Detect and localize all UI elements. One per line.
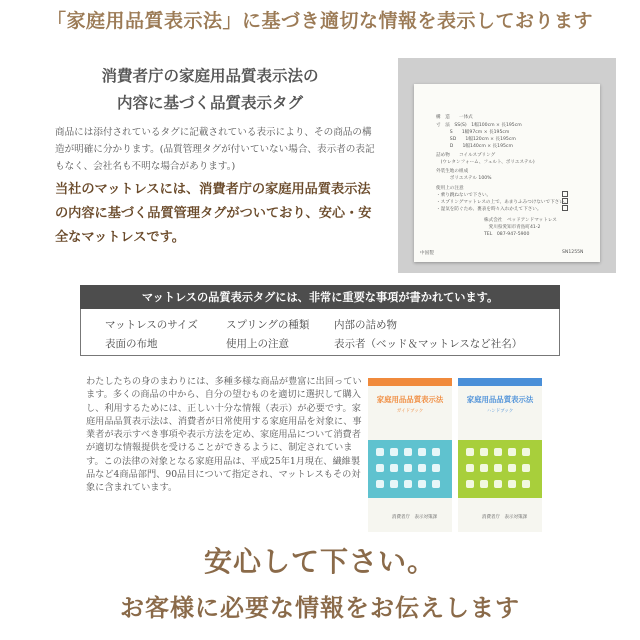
important-items-box [80,309,560,356]
item-labeler: 表示者（ベッド＆マットレスなど社名） [334,338,523,350]
product-icon [418,464,426,472]
tag-line: 株式会社 ベッドアンドマットレス [484,218,557,223]
product-icon [404,480,412,488]
product-icon [466,480,474,488]
product-icon [466,448,474,456]
tag-line: ・乗り跳ねないで下さい。 [436,193,492,198]
book-icons-panel [368,440,452,498]
book-subtitle: ガイドブック [396,409,424,414]
tag-line: D 1幅140cm × 長195cm [436,144,513,149]
product-icon [390,480,398,488]
law-text: わたしたちの身のまわりには、多種多様な商品が豊富に出回っています。多くの商品の中から、自分の望むものを適切に選択して購入し、利用するためには、正しい十分な情報（表示）が必要です。家庭用品品質表示法は、消費者が日常使用する家庭用品を対象に、事業者が表示すべき事項や表示方法を定め、家庭用品について消費者が適切な情報提供を受けることができるように、制定されています。この法律の対象となる家庭用品は、平成25年1月現在、繊維製品など4商品部門、90品目について指定され、マットレスもその対象に含まれています。 [86,376,362,494]
product-icon [390,448,398,456]
product-icon [432,480,440,488]
product-icon [494,464,502,472]
page-title: 「家庭用品質表示法」に基づき適切な情報を表示しております [46,10,593,32]
tag-line: (ウレタンフォーム、フェルト、ポリエステル) [436,160,535,165]
item-caution: 使用上の注意 [226,338,289,350]
checkbox-icon [562,205,568,211]
intro-text: 商品には添付されているタグに記載されている表示により、その商品の構造が明確に分かります。(品質管理タグが付いていない場合、表示者の表記もなく、会社名も不明な場合があります。) [55,127,375,172]
book-title: 家庭用品品質表示法 [376,395,444,404]
product-icon [390,464,398,472]
tag-line: ポリエステル 100% [436,176,492,181]
book-bottom [458,498,542,532]
product-icon [404,464,412,472]
quality-tag-photo [398,58,616,273]
item-filling: 内部の詰め物 [334,319,397,331]
product-icon [522,480,530,488]
product-icon [494,480,502,488]
tag-code: SN1255N [562,250,584,255]
tag-line: 外装生地の組成 [436,169,469,174]
important-banner: マットレスの品質表示タグには、非常に重要な事項が書かれています。 [80,285,560,309]
product-icon [376,480,384,488]
tag-line: ・湿気を防ぐため、裏表を時々入れかえて下さい。 [436,207,542,212]
product-icon [480,480,488,488]
guidebook-cover [368,378,452,532]
handbook-cover [458,378,542,532]
book-publisher: 消費者庁 表示対策課 [482,515,527,520]
book-accent [458,378,542,386]
product-icon [508,464,516,472]
item-size: マットレスのサイズ [105,319,198,331]
product-icon [522,464,530,472]
product-icon [480,464,488,472]
product-icon [494,448,502,456]
tag-line: 愛川県愛知市青島町41-2 [484,225,541,230]
product-icon [376,448,384,456]
product-icon [466,464,474,472]
product-icon [480,448,488,456]
book-subtitle: ハンドブック [486,409,514,414]
footer-subheadline: お客様に必要な情報をお伝えします [120,593,520,622]
tag-line: S 1幅97cm × 長195cm [436,130,510,135]
book-top [368,378,452,440]
tag-line: 使用上の注意 [436,186,464,191]
product-icon [432,448,440,456]
product-icon [376,464,384,472]
tag-line: ・スプリングマットレスの上で、あまりふみつけないで下さい。 [436,200,569,205]
product-icon [508,448,516,456]
book-publisher: 消費者庁 表示対策課 [392,515,437,520]
product-icon [522,448,530,456]
book-top [458,378,542,440]
footer-headline: 安心して下さい。 [203,545,436,578]
tag-line: SD 1幅120cm × 長195cm [436,137,516,142]
section-heading-line2: 内容に基づく品質表示タグ [116,93,303,112]
tag-line: 寸 法 SS(S) 1幅100cm × 長195cm [436,123,522,128]
quality-tag [414,84,600,262]
intro-emphasis: 当社のマットレスには、消費者庁の家庭用品質表示法の内容に基づく品質管理タグがついており、安心・安全なマットレスです。 [55,182,372,245]
item-fabric: 表面の布地 [105,338,158,350]
tag-origin: 中国製 [420,251,434,256]
book-accent [368,378,452,386]
product-icon [432,464,440,472]
book-bottom [368,498,452,532]
checkbox-icon [562,191,568,197]
tag-line: 詰め物 コイルスプリング [436,153,496,158]
book-icons-panel [458,440,542,498]
item-spring: スプリングの種類 [226,319,310,331]
tag-line: 構 造 一体式 [436,115,473,120]
checkbox-icon [562,198,568,204]
product-icon [418,448,426,456]
product-icon [404,448,412,456]
product-icon [418,480,426,488]
tag-line: TEL 087-947-5900 [484,232,530,237]
product-icon [508,480,516,488]
book-title: 家庭用品品質表示法 [466,395,534,404]
section-heading-line1: 消費者庁の家庭用品質表示法の [101,66,319,85]
